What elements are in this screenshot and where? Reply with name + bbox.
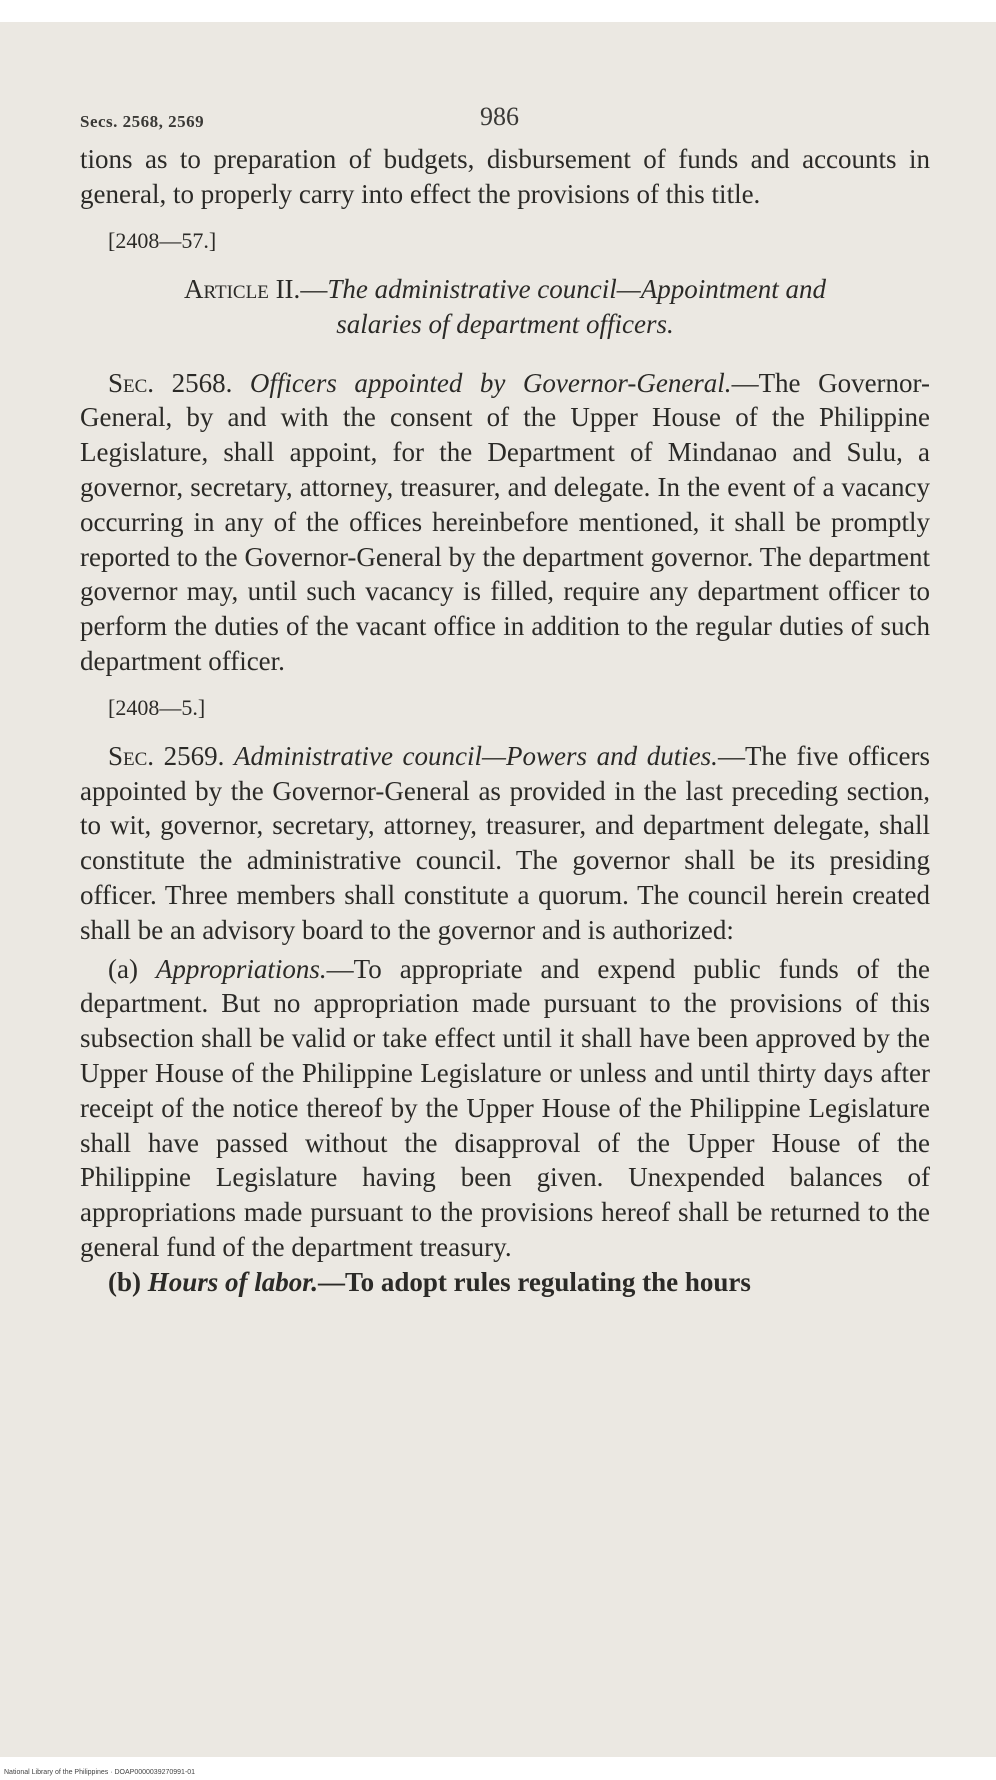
article-title-line2: salaries of department officers. (336, 308, 674, 339)
section-heading: Officers appointed by Governor-General. (249, 367, 732, 398)
section-range: Secs. 2568, 2569 (80, 112, 205, 131)
article-heading (80, 272, 930, 342)
subsection-body: To adopt rules regulating the hours (345, 1266, 751, 1297)
section-dash: — (717, 740, 745, 771)
subsection-heading: Appropriations. (155, 953, 327, 984)
subsection-letter: (a) (108, 953, 138, 984)
page-content (80, 102, 930, 1300)
subsection-letter: (b) (108, 1266, 141, 1297)
source-citation: [2408—5.] (108, 694, 206, 720)
section-dash: — (731, 367, 759, 398)
section-label: Sec. 2568. (108, 367, 233, 398)
section-2569 (80, 739, 930, 948)
source-citation: [2408—57.] (108, 227, 217, 253)
scanned-page (0, 22, 996, 1757)
subsection-a (80, 952, 930, 1265)
subsection-b (80, 1265, 930, 1300)
section-label: Sec. 2569. (108, 740, 225, 771)
article-title-line1: The administrative council—Appointment and (327, 273, 827, 304)
subsection-body: To appropriate and expend public funds of the department. But no appropriation made pursuant to the provisions of this subsection shall be valid or take effect until it shall have been approved by the Upper House of the Philippine Legislature or unless and until thirty days after receipt of the notice thereof by the Upper House of the Philippine Legislature shall have passed without the disapproval of the Upper House of the Philippine Legislature having been given. Unexpended balances of appropriations made pursuant to the provisions hereof shall be returned to the general fund of the department treasury. (80, 953, 931, 1262)
scan-footer-attribution: National Library of the Philippines · DOAP0000039270991-01 (4, 1769, 196, 1776)
section-heading: Administrative council—Powers and duties. (233, 740, 718, 771)
section-body: The five officers appointed by the Governor-General as provided in the last preceding section, to wit, governor, secretary, attorney, treasurer, and department delegate, shall constitute the administrative council. The governor shall be its presiding officer. Three members shall constitute a quorum. The council herein created shall be an advisory board to the governor and is authorized: (80, 740, 931, 945)
article-label: Article II. (183, 273, 301, 304)
subsection-dash: — (326, 953, 354, 984)
continued-paragraph: tions as to preparation of budgets, disbursement of funds and accounts in general, to properly carry into effect the provisions of this title. (80, 144, 930, 209)
running-header (80, 102, 930, 142)
section-2568 (80, 366, 930, 679)
page-number: 986 (480, 102, 519, 131)
subsection-dash: — (318, 1266, 346, 1297)
subsection-heading: Hours of labor. (147, 1266, 319, 1297)
article-dash: — (300, 273, 328, 304)
section-body: The Governor-General, by and with the consent of the Upper House of the Philippine Legislature, shall appoint, for the Department of Mindanao and Sulu, a governor, secretary, attorney, treasurer, and delegate. In the event of a vacancy occurring in any of the offices hereinbefore mentioned, it shall be promptly reported to the Governor-General by the department governor. The department governor may, until such vacancy is filled, require any department officer to perform the duties of the vacant office in addition to the regular duties of such department officer. (80, 367, 930, 676)
